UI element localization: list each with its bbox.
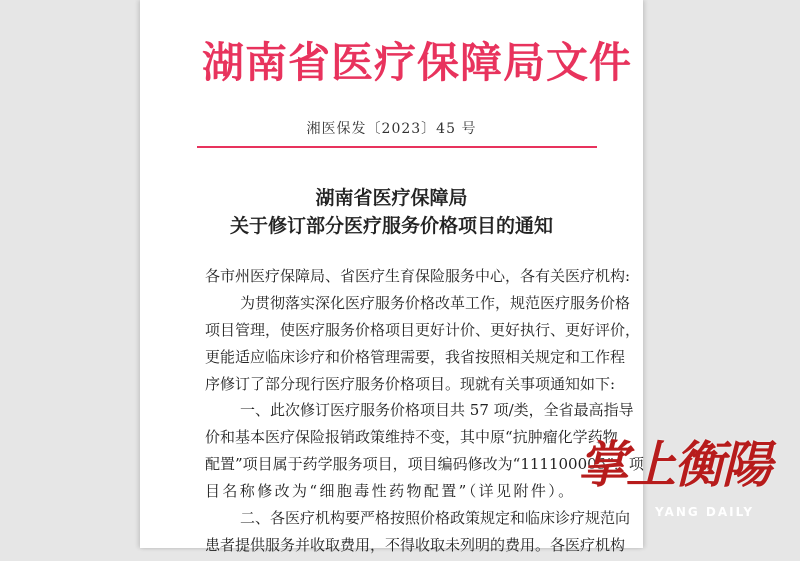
- notice-title-line1: 湖南省医疗保障局: [315, 187, 468, 209]
- body-line: 项目管理，使医疗服务价格项目更好计价、更好执行、更好评价，: [205, 320, 641, 339]
- body-line: 为贯彻落实深化医疗服务价格改革工作，规范医疗服务价格: [240, 293, 631, 312]
- document-body: [205, 265, 644, 561]
- notice-title-line2: 关于修订部分医疗服务价格项目的通知: [229, 215, 553, 237]
- body-line: 各市州医疗保障局、省医疗生育保险服务中心，各有关医疗机构:: [205, 267, 631, 285]
- document-header-title: 湖南省医疗保障局文件: [202, 38, 633, 87]
- body-line: 一、此次修订医疗服务价格项目共 57 项/类，全省最高指导: [240, 401, 634, 420]
- body-line: 配置”项目属于药学服务项目，项目编码修改为“111100005”，项: [205, 455, 644, 474]
- body-line: 更能适应临床诊疗和价格管理需要，我省按照相关规定和工作程: [205, 347, 626, 366]
- body-line: 价和基本医疗保险报销政策维持不变，其中原“抗肿瘤化学药物: [205, 428, 618, 447]
- body-line: 二、各医疗机构要严格按照价格政策规定和临床诊疗规范向: [240, 509, 631, 528]
- body-line: 患者提供服务并收取费用，不得收取未列明的费用。各医疗机构: [205, 535, 626, 554]
- document-number: 湘医保发〔2023〕45 号: [306, 121, 477, 137]
- body-line: 序修订了部分现行医疗服务价格项目。现就有关事项通知如下:: [205, 374, 616, 393]
- document-page: [140, 0, 644, 554]
- body-line: 目名称修改为“细胞毒性药物配置”（详见附件）。: [205, 482, 576, 501]
- watermark-logo: 掌上衡陽: [578, 435, 770, 494]
- watermark-caption: YANG DAILY: [655, 505, 755, 519]
- red-divider: [197, 146, 597, 148]
